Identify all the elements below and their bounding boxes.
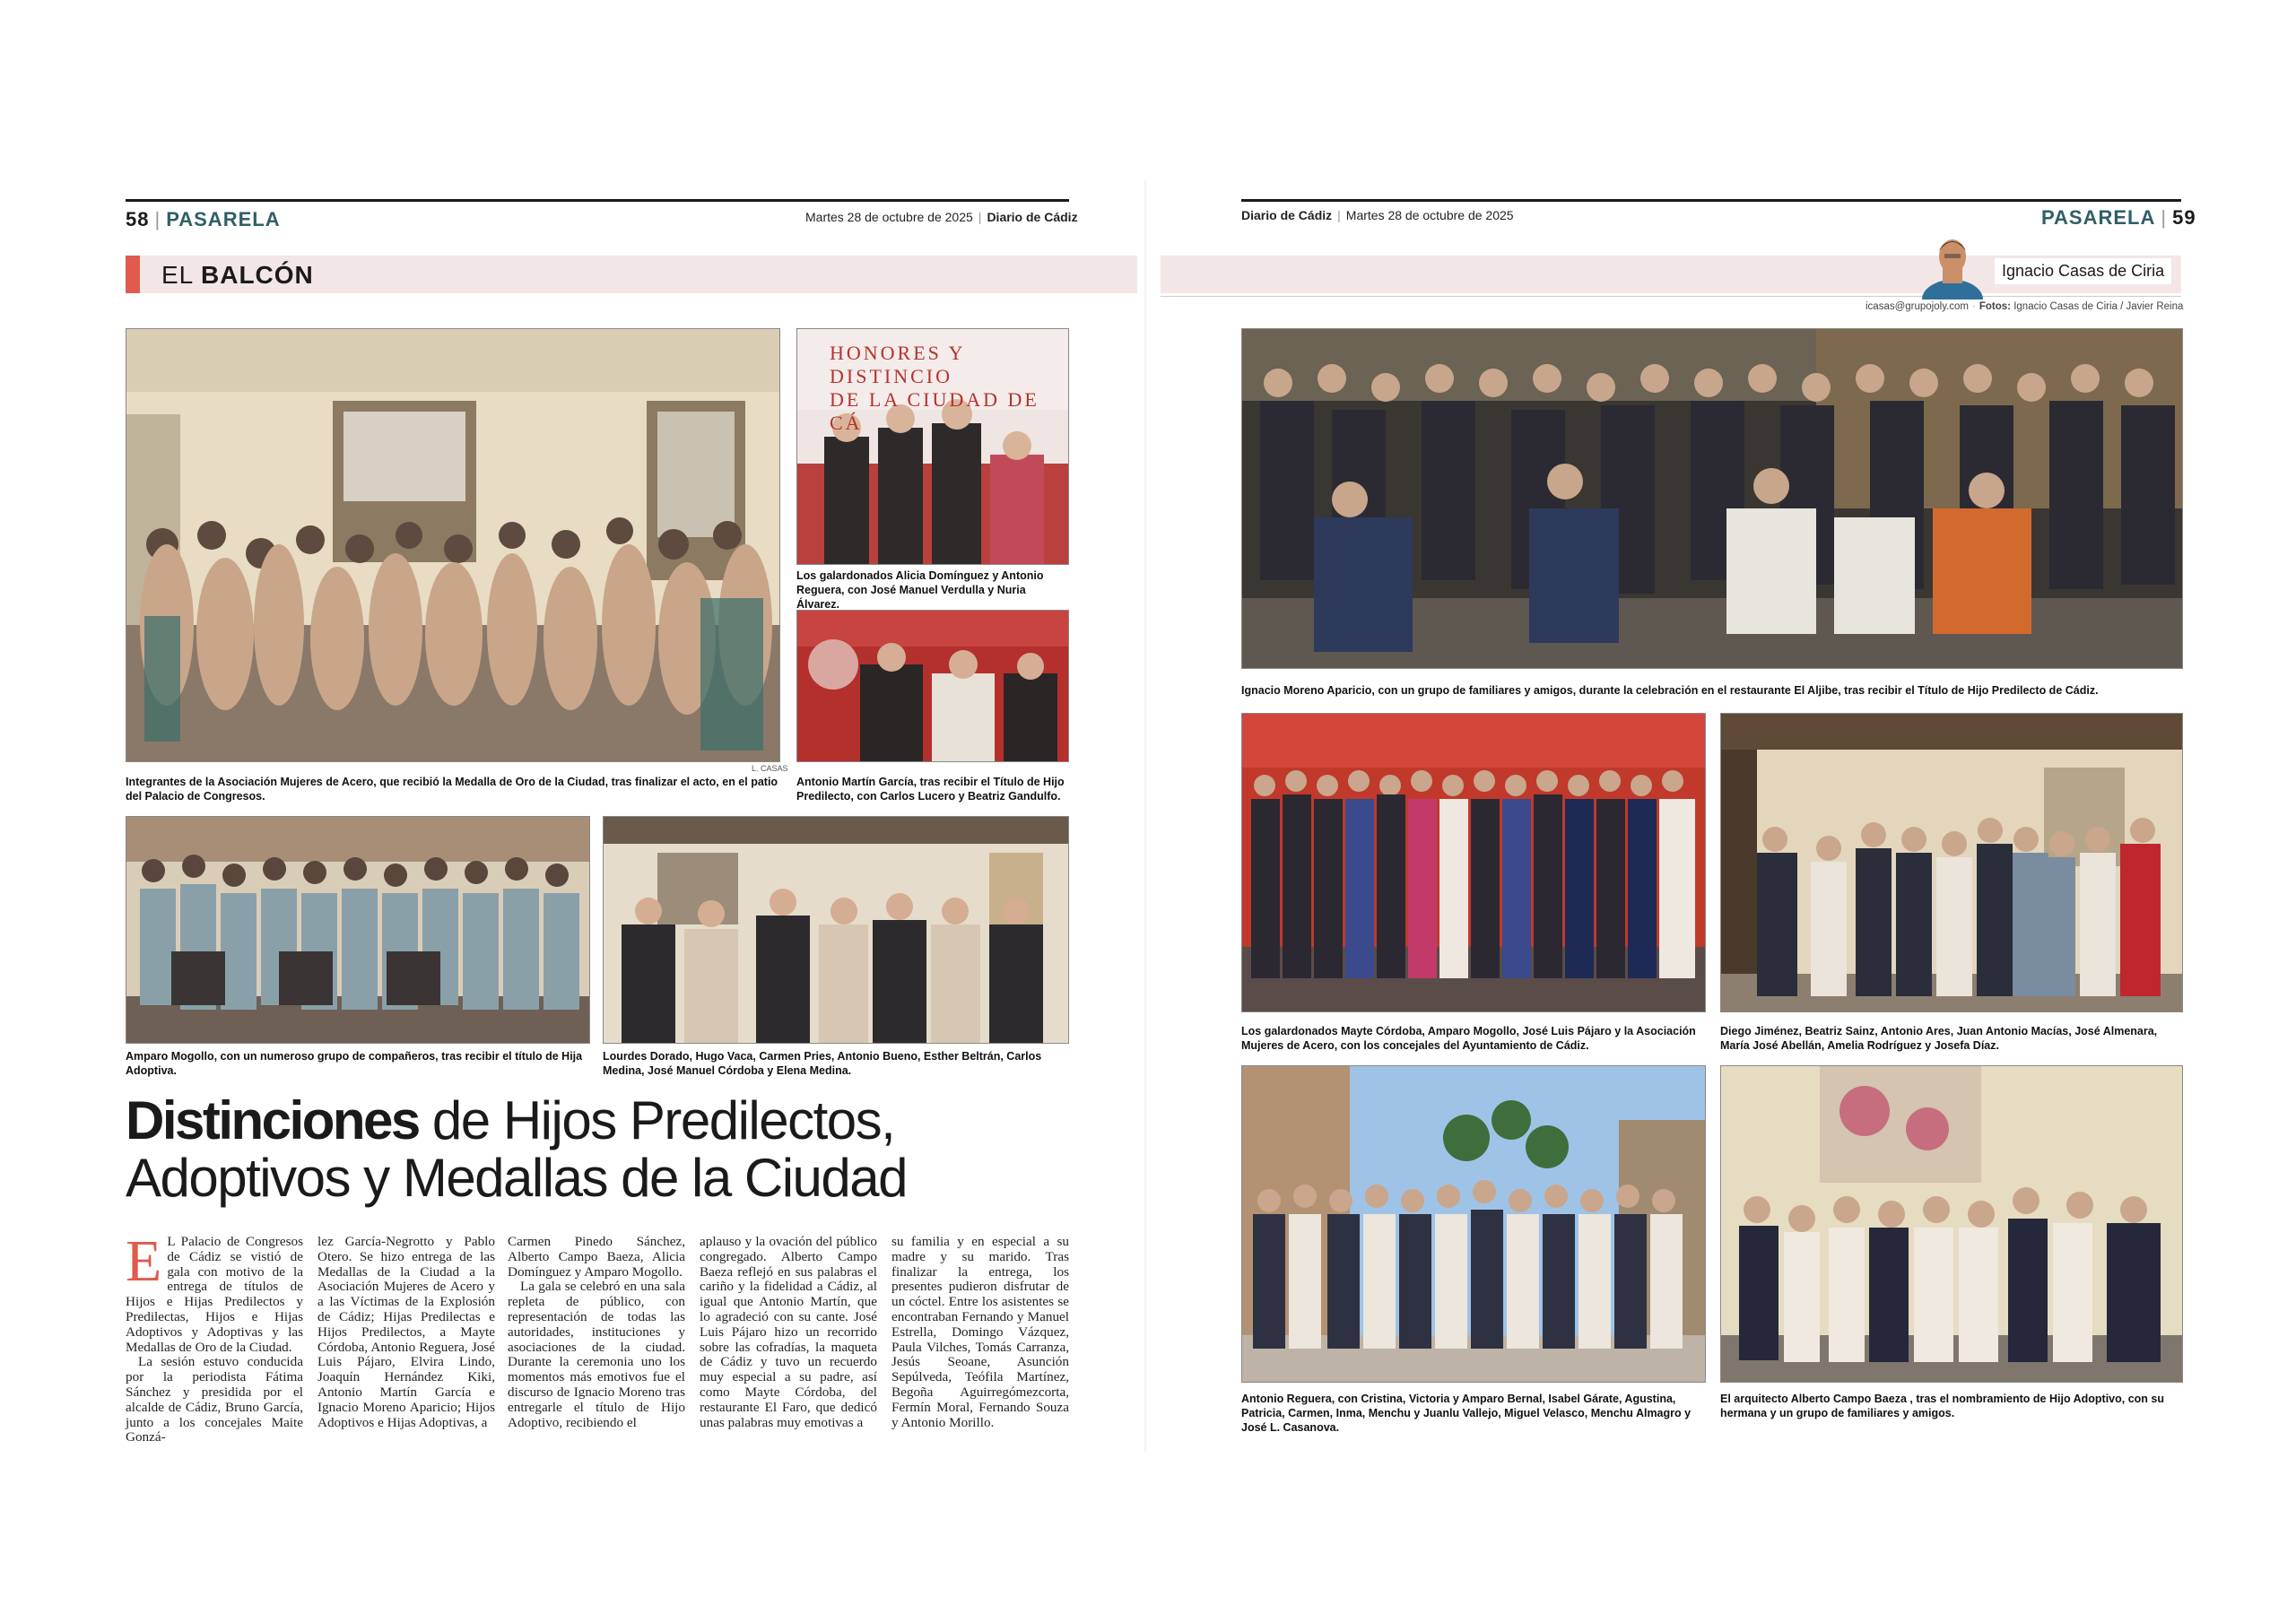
caption-alicia-antonio: Los galardonados Alicia Domínguez y Antonio Reguera, con José Manuel Verdulla y Nuria Álvarez. — [796, 569, 1044, 611]
photo-galardonados-concejales — [1241, 713, 1706, 1012]
headline — [126, 1092, 1076, 1207]
column-title-light: EL — [161, 261, 194, 289]
body-col5: su familia y en especial a su madre y su marido. Tras finalizar la entrega, los presentes pudieron disfrutar de un cóctel. Entre los asistentes se encontraban Fernando y Manuel Estrella, Domingo Vázquez, Paula Vilches, Tomás Carranza, Jesús Seoane, Asunción Sepúlveda, Teófila Martínez, Begoña Aguirregómezcorta, Fermín Moral, Fernando Souza y Antonio Morillo. — [891, 1234, 1069, 1430]
photo-mujeres-de-acero — [126, 328, 780, 762]
column-title-band — [126, 256, 1137, 293]
dateline-left: Martes 28 de octubre de 2025 | Diario de Cádiz — [805, 210, 1078, 224]
photo-lourdes-dorado-group — [603, 816, 1069, 1044]
section-name: PASARELA — [166, 208, 281, 230]
top-rule-left — [126, 199, 1069, 202]
author-contact: icasas@grupojoly.com · Fotos: Ignacio Casas de Ciria / Javier Reina — [1866, 301, 2184, 312]
body-column-1 — [126, 1228, 303, 1445]
caption-galardonados-concejales: Los galardonados Mayte Córdoba, Amparo Mogollo, José Luis Pájaro y la Asociación Mujeres de Acero, con los concejales del Ayuntamiento de Cádiz. — [1241, 1025, 1696, 1052]
body-col3-p1: Carmen Pinedo Sánchez, Alberto Campo Baeza, Alicia Domínguez y Amparo Mogollo. — [508, 1234, 685, 1280]
photo-antonio-martin — [796, 610, 1069, 762]
headline-bold: Distinciones — [126, 1090, 419, 1150]
headline-rest-1: de Hijos Predilectos, — [418, 1090, 895, 1150]
body-col1-p2: La sesión estuvo conducida por la periodista Fátima Sánchez y presidida por el alcalde de Cádiz, Bruno García, junto a los concejales Maite Gonzá- — [126, 1354, 303, 1445]
newspaper-name: Diario de Cádiz — [987, 210, 1078, 224]
drop-cap: E — [126, 1228, 162, 1294]
page-folio-right: PASARELA | 59 — [2041, 206, 2196, 229]
caption-diego-jimenez: Diego Jiménez, Beatriz Sainz, Antonio Ares, Juan Antonio Macías, José Almenara, María José Abellán, Amelia Rodríguez y Josefa Díaz. — [1720, 1025, 2158, 1052]
body-col4: aplauso y la ovación del público congregado. Alberto Campo Baeza reflejó en sus palabras el cariño y la fidelidad a Cádiz, al igual que Antonio Martín, que lo agradeció con su cante. José Luis Pájaro hizo un recorrido sobre las cofradías, la maqueta de Cádiz y tuvo un recuerdo muy especial a su padre, así como Mayte Córdoba, del restaurante El Faro, que dedicó unas palabras muy emotivas a — [700, 1234, 877, 1430]
banner-honores-text — [830, 342, 1068, 435]
caption-antonio-reguera: Antonio Reguera, con Cristina, Victoria y Amparo Bernal, Isabel Gárate, Agustina, Patricia, Carmen, Inma, Menchu y Juanlu Vallejo, Miguel Velasco, Menchu Almagro y José L. Casanova. — [1241, 1393, 1692, 1434]
headline-rest-2: Adoptivos y Medallas de la Ciudad — [126, 1148, 908, 1208]
photos-credit: Ignacio Casas de Ciria / Javier Reina — [2013, 301, 2184, 312]
photo-credit: L. CASAS — [752, 764, 788, 773]
issue-date: Martes 28 de octubre de 2025 — [805, 210, 973, 224]
body-column-3 — [508, 1235, 685, 1430]
banner-line-1: HONORES Y DISTINCIO — [830, 342, 965, 387]
issue-date-right: Martes 28 de octubre de 2025 — [1345, 208, 1514, 222]
column-title — [161, 261, 314, 290]
caption-alberto-campo-baeza: El arquitecto Alberto Campo Baeza , tras el nombramiento de Hijo Adoptivo, con su hermana y un grupo de familiares y amigos. — [1720, 1393, 2164, 1419]
banner-line-2: DE LA CIUDAD DE CÁ — [830, 388, 1039, 434]
page-folio-left: 58 | PASARELA — [126, 208, 281, 230]
body-col1-p1: L Palacio de Congresos de Cádiz se vistió de gala con motivo de la entrega de títulos de Hijos e Hijas Predilectos y Predilectas, Hijos e Hijas Adoptivos y Adoptivas y las Medallas de Oro de la Ciudad. — [126, 1234, 303, 1355]
caption-ignacio-moreno: Ignacio Moreno Aparicio, con un grupo de familiares y amigos, durante la celebración en el restaurante El Aljibe, tras recibir el Título de Hijo Predilecto de Cádiz. — [1241, 684, 2099, 697]
dateline-right: Diario de Cádiz | Martes 28 de octubre de 2025 — [1241, 208, 1514, 222]
body-column-2 — [317, 1235, 495, 1430]
body-col3-p2: La gala se celebró en una sala repleta de público, con representación de todas las autoridades, instituciones y asociaciones de la ciudad. Durante la ceremonia uno los momentos más emotivos fue el discurso de Ignacio Moreno tras entregarle el título de Hijo Adoptivo, recibiendo el — [508, 1279, 685, 1430]
newspaper-name-right: Diario de Cádiz — [1241, 208, 1333, 222]
body-col2: lez García-Negrotto y Pablo Otero. Se hizo entrega de las Medallas de la Ciudad a la Asociación Mujeres de Acero y a las Víctimas de la Explosión de Cádiz; Hijas Predilectas e Hijos Predilectos, a Mayte Córdoba, Antonio Reguera, José Luis Pájaro, Elvira Lindo, Joaquín Hernández Kiki, Antonio Martín García e Ignacio Moreno Aparicio; Hijos Adoptivos e Hijas Adoptivas, a — [317, 1234, 495, 1430]
author-email[interactable]: icasas@grupojoly.com — [1866, 301, 1970, 312]
caption-antonio-martin: Antonio Martín García, tras recibir el Título de Hijo Predilecto, con Carlos Lucero y Beatriz Gandulfo. — [796, 776, 1065, 803]
section-name-right: PASARELA — [2041, 206, 2156, 229]
photo-amparo-mogollo — [126, 816, 590, 1044]
photos-label: Fotos: — [1979, 301, 2011, 312]
caption-lourdes-dorado: Lourdes Dorado, Hugo Vaca, Carmen Pries, Antonio Bueno, Esther Beltrán, Carlos Medina, José Manuel Córdoba y Elena Medina. — [603, 1050, 1042, 1077]
author-name: Ignacio Casas de Ciria — [1995, 258, 2171, 284]
column-title-bold: BALCÓN — [201, 261, 314, 289]
caption-amparo-mogollo: Amparo Mogollo, con un numeroso grupo de compañeros, tras recibir el título de Hija Adoptiva. — [126, 1050, 583, 1077]
author-portrait — [1919, 231, 1986, 299]
body-column-5 — [891, 1235, 1069, 1430]
photo-ignacio-moreno-group — [1241, 328, 2183, 669]
body-column-4 — [700, 1235, 877, 1430]
page-number: 58 — [126, 208, 150, 230]
accent-bar — [126, 256, 140, 293]
page-gutter — [1144, 179, 1146, 1453]
page-number-right: 59 — [2172, 206, 2196, 229]
photo-honores-banner — [796, 328, 1069, 565]
top-rule-right — [1241, 199, 2181, 202]
photo-alberto-campo-baeza-group — [1720, 1065, 2183, 1383]
photo-diego-jimenez-group — [1720, 713, 2183, 1012]
photo-antonio-reguera-group — [1241, 1065, 1706, 1383]
caption-mujeres-de-acero: Integrantes de la Asociación Mujeres de Acero, que recibió la Medalla de Oro de la Ciudad, tras finalizar el acto, en el patio del Palacio de Congresos. — [126, 776, 778, 803]
author-band-underline — [1161, 296, 2181, 297]
